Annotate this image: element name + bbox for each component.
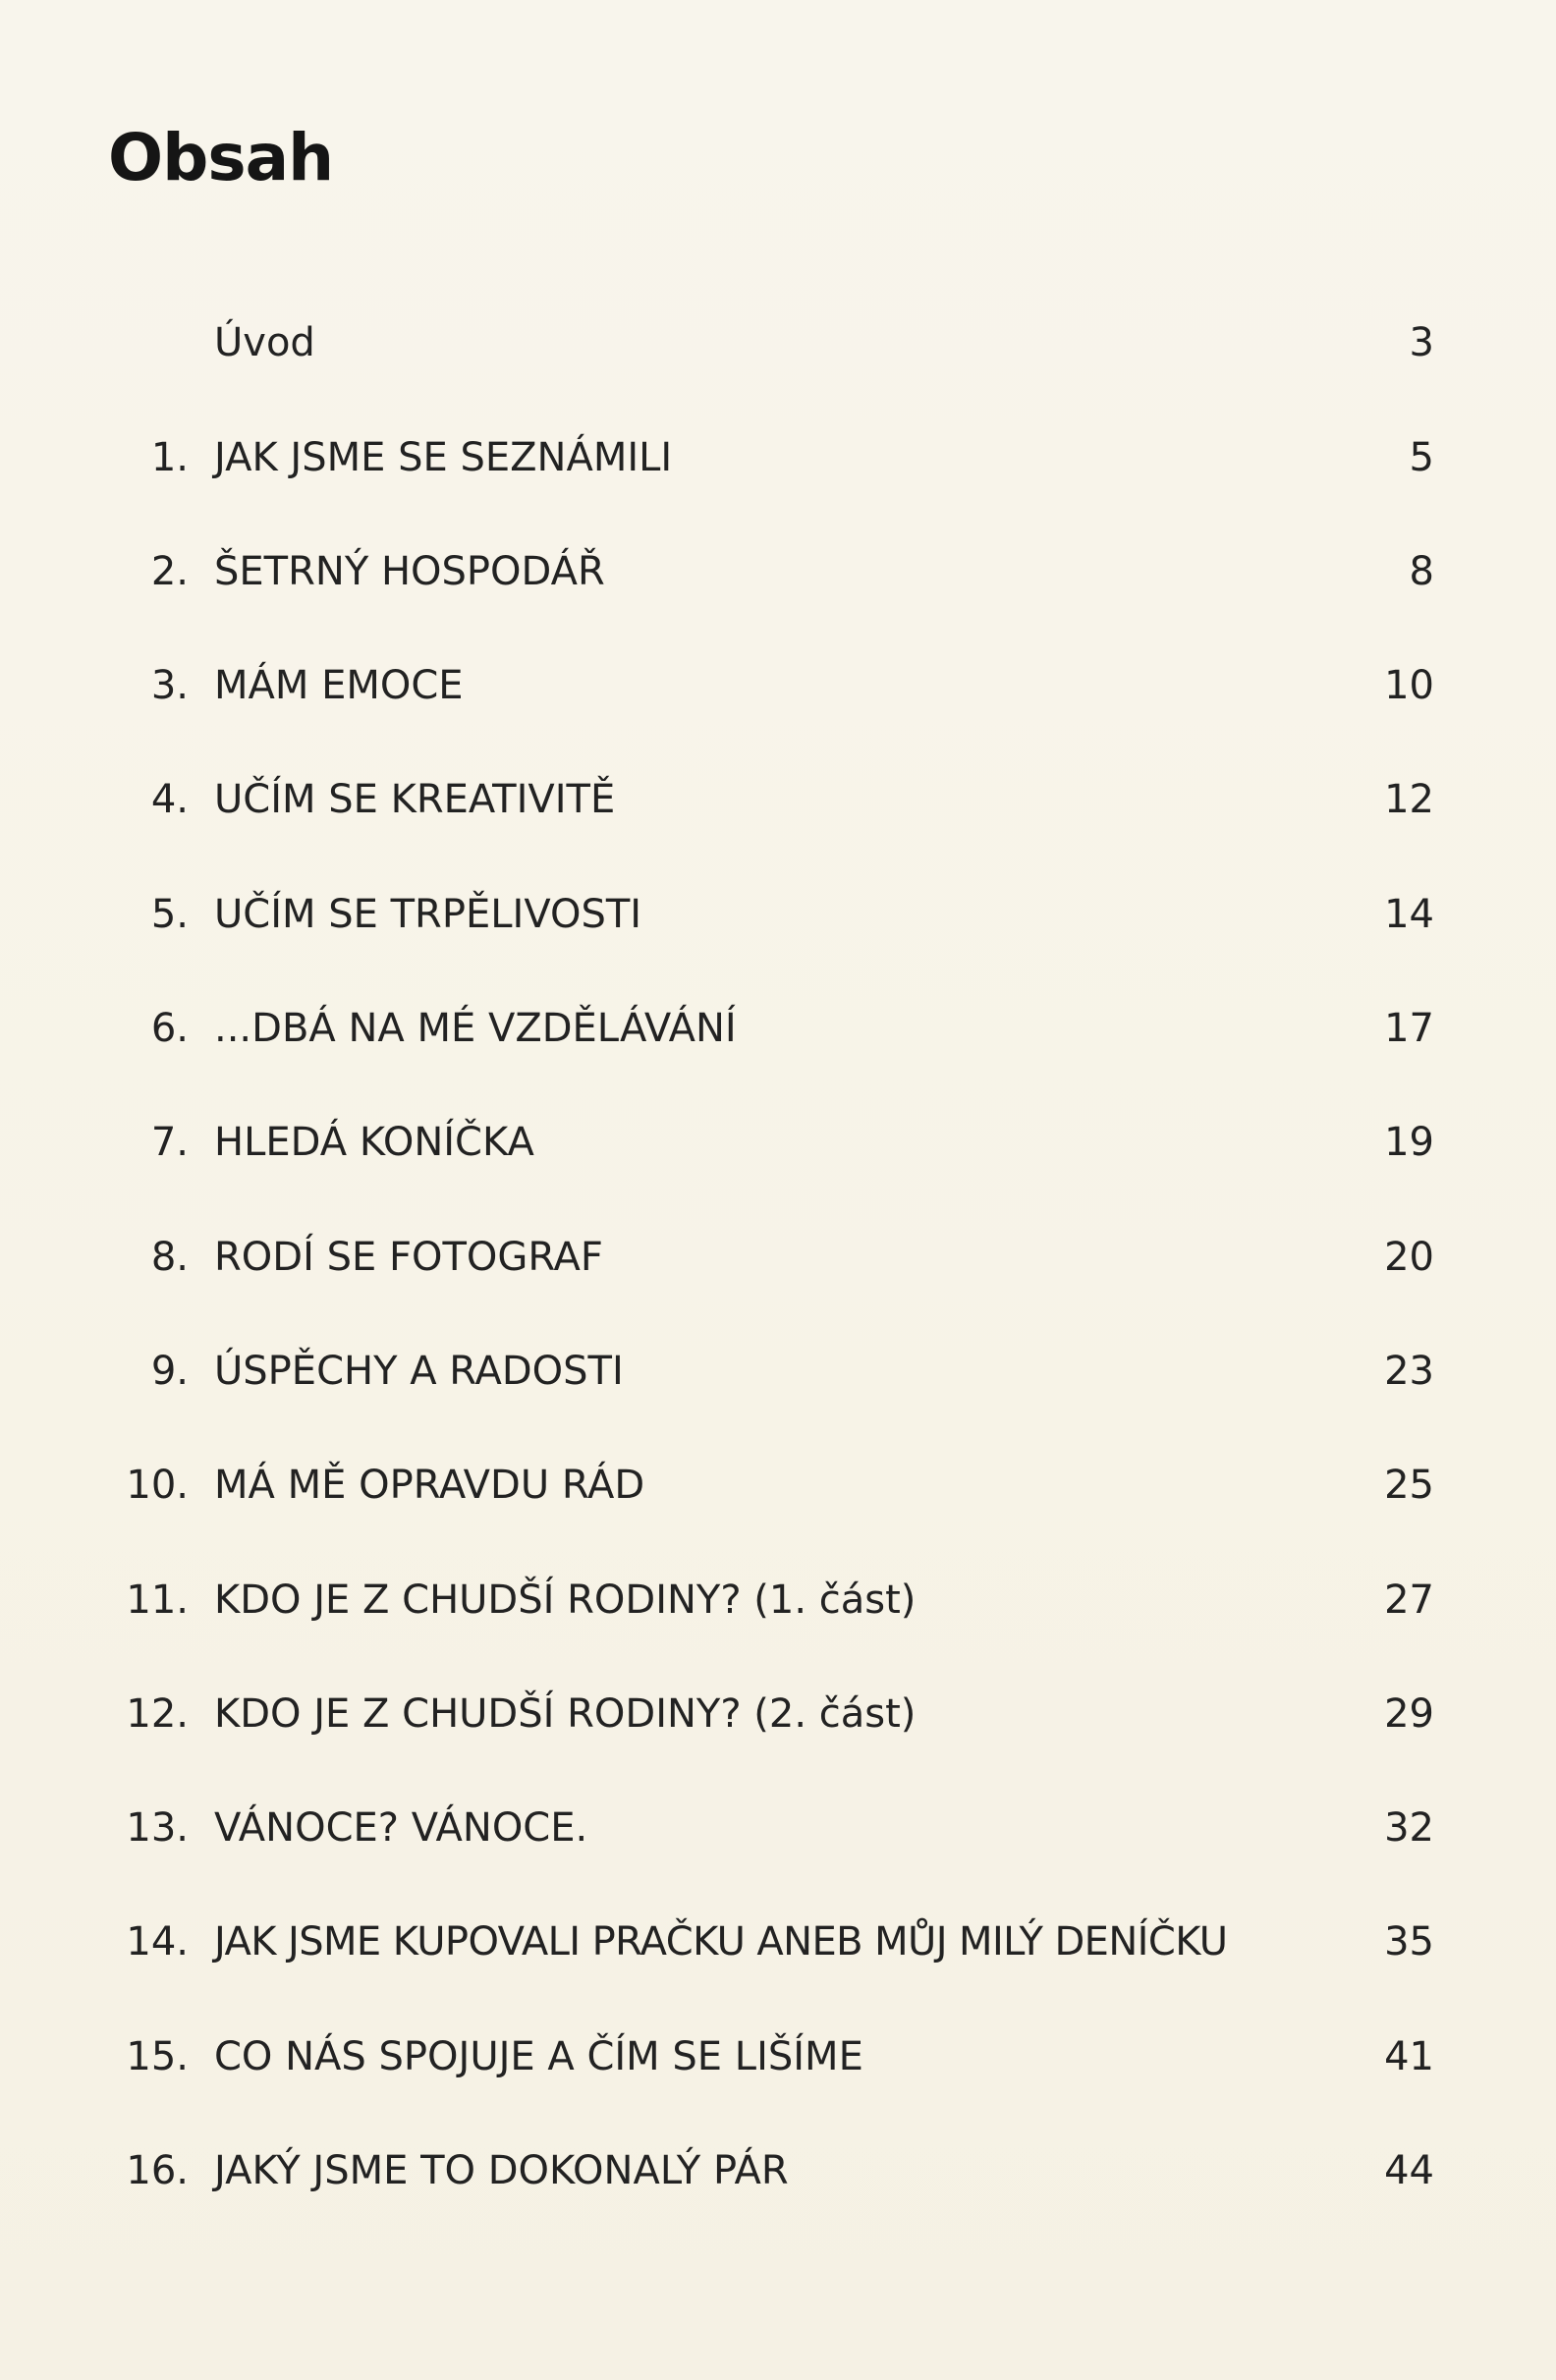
toc-entry-number: 1. — [150, 435, 189, 480]
toc-entry — [0, 1228, 1556, 1287]
toc-entry-page: 3 — [1409, 320, 1434, 365]
toc-entry-page: 20 — [1384, 1235, 1434, 1280]
toc-entry-title: JAKÝ JSME TO DOKONALÝ PÁR — [214, 2148, 789, 2193]
toc-entry-title: ...DBÁ NA MÉ VZDĚLÁVÁNÍ — [214, 1006, 737, 1051]
toc-entry-title: UČÍM SE TRPĚLIVOSTI — [214, 892, 642, 937]
toc-entry — [0, 1113, 1556, 1172]
toc-entry-title: ŠETRNÝ HOSPODÁŘ — [214, 549, 605, 594]
toc-entry — [0, 2027, 1556, 2086]
toc-entry-title: Úvod — [214, 320, 315, 365]
toc-entry-number: 8. — [150, 1235, 189, 1280]
toc-entry-number: 16. — [126, 2148, 189, 2193]
toc-entry — [0, 656, 1556, 715]
toc-entry-number: 9. — [150, 1349, 189, 1394]
toc-entry — [0, 542, 1556, 601]
toc-entry-page: 5 — [1409, 435, 1434, 480]
toc-entry-page: 44 — [1384, 2148, 1434, 2193]
toc-entry — [0, 2141, 1556, 2200]
toc-entry-page: 14 — [1384, 892, 1434, 937]
toc-entry-number: 14. — [126, 1919, 189, 1965]
toc-entry — [0, 770, 1556, 829]
toc-entry-title: VÁNOCE? VÁNOCE. — [214, 1805, 588, 1851]
toc-entry — [0, 1685, 1556, 1743]
toc-entry-title: JAK JSME KUPOVALI PRAČKU ANEB MŮJ MILÝ DENÍČKU — [214, 1919, 1228, 1965]
toc-entry-title: HLEDÁ KONÍČKA — [214, 1120, 534, 1165]
toc-entry-page: 17 — [1384, 1006, 1434, 1051]
toc-entry-page: 19 — [1384, 1120, 1434, 1165]
toc-entry — [0, 1456, 1556, 1515]
toc-entry-number: 15. — [126, 2034, 189, 2079]
toc-entry-page: 25 — [1384, 1463, 1434, 1508]
toc-entry-number: 12. — [126, 1691, 189, 1737]
toc-entry-page: 29 — [1384, 1691, 1434, 1737]
toc-entry-title: JAK JSME SE SEZNÁMILI — [214, 435, 673, 480]
toc-entry-number: 11. — [126, 1577, 189, 1623]
toc-entry-title: UČÍM SE KREATIVITĚ — [214, 777, 616, 822]
toc-entry — [0, 1342, 1556, 1401]
toc-entry — [0, 999, 1556, 1058]
page-title: Obsah — [108, 120, 334, 195]
toc-entry-title: ÚSPĚCHY A RADOSTI — [214, 1349, 624, 1394]
toc-entry-page: 27 — [1384, 1577, 1434, 1623]
toc-entry-page: 23 — [1384, 1349, 1434, 1394]
toc-entry-page: 12 — [1384, 777, 1434, 822]
toc-entry — [0, 1799, 1556, 1857]
toc-entry-page: 41 — [1384, 2034, 1434, 2079]
toc-entry-title: KDO JE Z CHUDŠÍ RODINY? (1. část) — [214, 1577, 917, 1623]
toc-entry-number: 6. — [150, 1006, 189, 1051]
toc-entry — [0, 885, 1556, 944]
toc-entry — [0, 1912, 1556, 1971]
toc-entry — [0, 428, 1556, 487]
toc-entry-page: 10 — [1384, 663, 1434, 708]
toc-entry-number: 5. — [150, 892, 189, 937]
toc-entry-number: 7. — [150, 1120, 189, 1165]
toc-entry-title: KDO JE Z CHUDŠÍ RODINY? (2. část) — [214, 1691, 917, 1737]
toc-entry-title: CO NÁS SPOJUJE A ČÍM SE LIŠÍME — [214, 2034, 863, 2079]
toc-entry-title: MÁM EMOCE — [214, 663, 464, 708]
toc-entry-title: RODÍ SE FOTOGRAF — [214, 1235, 603, 1280]
toc-entry-number: 3. — [150, 663, 189, 708]
toc-entry-number: 4. — [150, 777, 189, 822]
toc-entry-page: 8 — [1409, 549, 1434, 594]
toc-entry-page: 35 — [1384, 1919, 1434, 1965]
toc-entry — [0, 1571, 1556, 1630]
toc-entry — [0, 313, 1556, 372]
toc-entry-number: 10. — [126, 1463, 189, 1508]
toc-entry-title: MÁ MĚ OPRAVDU RÁD — [214, 1463, 645, 1508]
toc-entry-page: 32 — [1384, 1805, 1434, 1851]
toc-entry-number: 13. — [126, 1805, 189, 1851]
toc-entry-number: 2. — [150, 549, 189, 594]
